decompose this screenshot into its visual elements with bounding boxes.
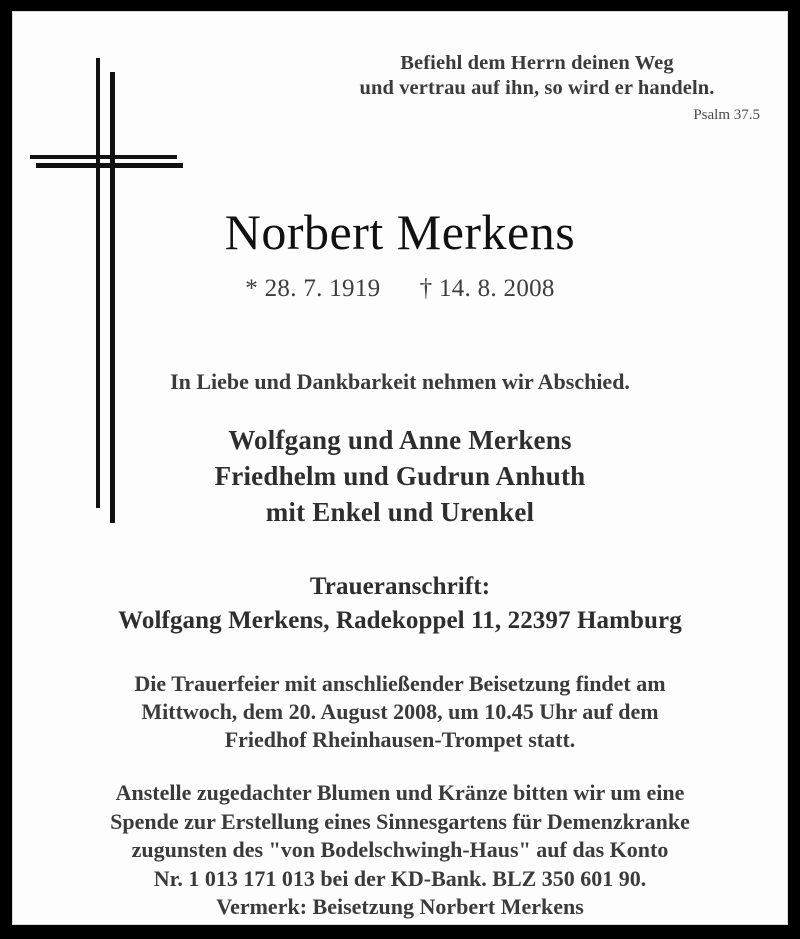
- birth-date: 28. 7. 1919: [264, 275, 381, 302]
- cross-horizontal-stroke-upper: [30, 155, 177, 159]
- family-line: Friedhelm und Gudrun Anhuth: [214, 461, 586, 491]
- condolence-address-block: [12, 570, 788, 638]
- funeral-service-line: Mittwoch, dem 20. August 2008, um 10.45 Uhr auf dem: [141, 699, 659, 724]
- funeral-service-line: Die Trauerfeier mit anschließender Beisetzung findet am: [134, 671, 666, 696]
- deceased-name: Norbert Merkens: [224, 204, 576, 260]
- donation-request-line: zugunsten des "von Bodelschwingh-Haus" auf das Konto: [131, 837, 669, 862]
- family-line: Wolfgang und Anne Merkens: [228, 425, 572, 455]
- epigraph-source: Psalm 37.5: [693, 107, 760, 123]
- birth-symbol: *: [245, 275, 259, 302]
- epigraph-line-1: Befiehl dem Herrn deinen Weg: [400, 52, 674, 74]
- donation-request-line: Spende zur Erstellung eines Sinnesgartens für Demenzkranke: [110, 808, 690, 834]
- donation-reference-line: Vermerk: Beisetzung Norbert Merkens: [216, 894, 584, 919]
- condolence-address-heading: Traueranschrift:: [309, 573, 491, 600]
- life-dates: [12, 275, 788, 303]
- family-line: mit Enkel und Urenkel: [265, 497, 535, 527]
- death-symbol: †: [419, 275, 433, 302]
- epigraph-line-2: und vertrau auf ihn, so wird er handeln.: [359, 77, 715, 99]
- cross-horizontal-stroke-lower: [36, 163, 183, 168]
- donation-request-line: Anstelle zugedachter Blumen und Kränze bitten wir um eine: [115, 780, 685, 805]
- donation-request-block: [12, 779, 788, 922]
- family-block: [12, 422, 788, 530]
- funeral-service-block: [12, 670, 788, 754]
- donation-bank-account-line: Nr. 1 013 171 013 bei der KD-Bank. BLZ 350 601 90.: [153, 865, 647, 891]
- death-date: 14. 8. 2008: [438, 275, 555, 302]
- epigraph-block: [312, 51, 762, 124]
- funeral-service-line: Friedhof Rheinhausen-Trompet statt.: [224, 727, 576, 752]
- farewell-line: In Liebe und Dankbarkeit nehmen wir Abschied.: [170, 369, 630, 394]
- obituary-notice-card: [12, 11, 788, 925]
- condolence-address-line: Wolfgang Merkens, Radekoppel 11, 22397 Hamburg: [118, 607, 682, 634]
